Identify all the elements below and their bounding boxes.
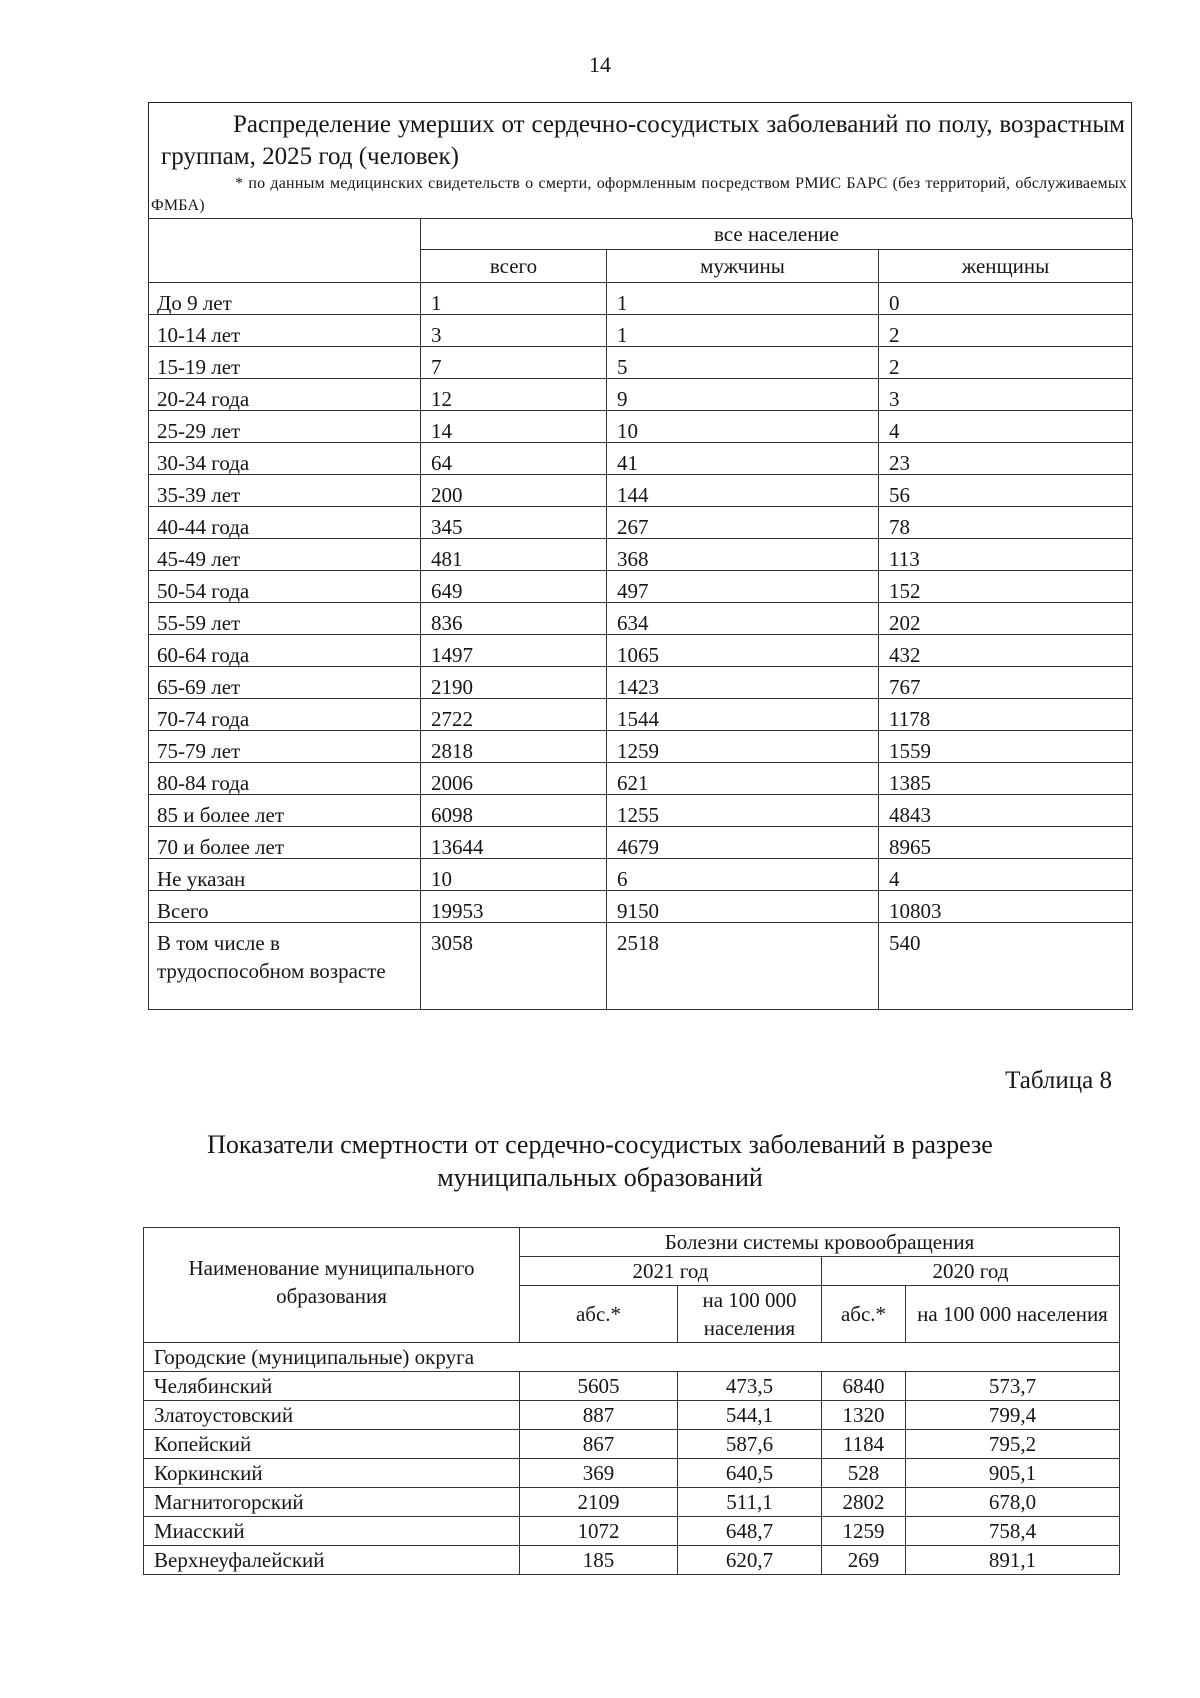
men-cell: 1 xyxy=(607,315,879,347)
table2-year-header: 2021 год xyxy=(520,1257,822,1286)
total-cell: 2006 xyxy=(421,763,607,795)
age-group-cell: 70-74 года xyxy=(149,699,421,731)
abs-2020-cell: 528 xyxy=(822,1459,906,1488)
men-cell: 1065 xyxy=(607,635,879,667)
table2-title xyxy=(0,1128,1200,1194)
total-cell: 836 xyxy=(421,603,607,635)
municipality-name-cell: Миасский xyxy=(144,1517,520,1546)
total-cell: 13644 xyxy=(421,827,607,859)
municipality-name-cell: Челябинский xyxy=(144,1372,520,1401)
age-group-cell: 60-64 года xyxy=(149,635,421,667)
table1-grid xyxy=(148,218,1133,1010)
table1-row xyxy=(149,891,1133,923)
municipality-name-cell: Копейский xyxy=(144,1430,520,1459)
men-cell: 1259 xyxy=(607,731,879,763)
table1-row xyxy=(149,379,1133,411)
women-cell: 2 xyxy=(879,347,1133,379)
total-cell: 2722 xyxy=(421,699,607,731)
table1-row xyxy=(149,507,1133,539)
age-group-cell: Не указан xyxy=(149,859,421,891)
women-cell: 540 xyxy=(879,923,1133,1010)
men-cell: 6 xyxy=(607,859,879,891)
rate-2021-cell: 640,5 xyxy=(678,1459,822,1488)
table1-row xyxy=(149,443,1133,475)
table-number-label: Таблица 8 xyxy=(1005,1067,1112,1094)
table1-row xyxy=(149,347,1133,379)
men-cell: 9 xyxy=(607,379,879,411)
table1-row xyxy=(149,475,1133,507)
women-cell: 113 xyxy=(879,539,1133,571)
table2-section-label: Городские (муниципальные) округа xyxy=(144,1343,1120,1372)
men-cell: 5 xyxy=(607,347,879,379)
page-number: 14 xyxy=(589,52,611,77)
rate-2020-cell: 573,7 xyxy=(906,1372,1120,1401)
women-cell: 1178 xyxy=(879,699,1133,731)
table2-rate-header: на 100 000 населения xyxy=(906,1286,1120,1343)
women-cell: 78 xyxy=(879,507,1133,539)
abs-2021-cell: 185 xyxy=(520,1546,678,1575)
table1-note: * по данным медицинских свидетельств о смерти, оформленным посредством РМИС БАРС (без территорий, обслуживаемых ФМБА) xyxy=(151,175,1127,214)
total-cell: 3 xyxy=(421,315,607,347)
age-group-cell: 15-19 лет xyxy=(149,347,421,379)
women-cell: 56 xyxy=(879,475,1133,507)
table1-row xyxy=(149,603,1133,635)
total-cell: 14 xyxy=(421,411,607,443)
table1-row xyxy=(149,283,1133,315)
age-group-cell: 35-39 лет xyxy=(149,475,421,507)
table2-row xyxy=(144,1459,1120,1488)
total-cell: 19953 xyxy=(421,891,607,923)
age-group-cell: 55-59 лет xyxy=(149,603,421,635)
men-cell: 9150 xyxy=(607,891,879,923)
age-group-cell: 50-54 года xyxy=(149,571,421,603)
age-group-cell: 40-44 года xyxy=(149,507,421,539)
rate-2021-cell: 544,1 xyxy=(678,1401,822,1430)
rate-2021-cell: 648,7 xyxy=(678,1517,822,1546)
age-group-cell: 65-69 лет xyxy=(149,667,421,699)
table1-row xyxy=(149,699,1133,731)
abs-2021-cell: 369 xyxy=(520,1459,678,1488)
age-group-cell: В том числе в трудоспособном возрасте xyxy=(149,923,421,1010)
men-cell: 621 xyxy=(607,763,879,795)
women-cell: 4843 xyxy=(879,795,1133,827)
women-cell: 8965 xyxy=(879,827,1133,859)
women-cell: 4 xyxy=(879,859,1133,891)
age-group-cell: 70 и более лет xyxy=(149,827,421,859)
table1-row xyxy=(149,731,1133,763)
total-cell: 64 xyxy=(421,443,607,475)
men-cell: 1 xyxy=(607,283,879,315)
men-cell: 2518 xyxy=(607,923,879,1010)
women-cell: 10803 xyxy=(879,891,1133,923)
women-cell: 0 xyxy=(879,283,1133,315)
rate-2020-cell: 795,2 xyxy=(906,1430,1120,1459)
table1-caption xyxy=(148,102,1132,219)
table2-rate-header: на 100 000 населения xyxy=(678,1286,822,1343)
rate-2020-cell: 758,4 xyxy=(906,1517,1120,1546)
table2-name-header: Наименование муниципального образования xyxy=(144,1228,520,1343)
age-group-cell: 25-29 лет xyxy=(149,411,421,443)
abs-2021-cell: 867 xyxy=(520,1430,678,1459)
women-cell: 2 xyxy=(879,315,1133,347)
women-cell: 152 xyxy=(879,571,1133,603)
total-cell: 2190 xyxy=(421,667,607,699)
table1-row xyxy=(149,795,1133,827)
men-cell: 4679 xyxy=(607,827,879,859)
rate-2021-cell: 587,6 xyxy=(678,1430,822,1459)
men-cell: 1423 xyxy=(607,667,879,699)
table1-row xyxy=(149,923,1133,1010)
table1-row xyxy=(149,827,1133,859)
table2-section-row xyxy=(144,1343,1120,1372)
total-cell: 1 xyxy=(421,283,607,315)
rate-2021-cell: 620,7 xyxy=(678,1546,822,1575)
abs-2020-cell: 2802 xyxy=(822,1488,906,1517)
abs-2020-cell: 1184 xyxy=(822,1430,906,1459)
table2-title-line: Показатели смертности от сердечно-сосудистых заболеваний в разрезе xyxy=(207,1130,993,1159)
women-cell: 3 xyxy=(879,379,1133,411)
age-group-cell: 75-79 лет xyxy=(149,731,421,763)
table2-abs-header: абс.* xyxy=(822,1286,906,1343)
municipality-name-cell: Магнитогорский xyxy=(144,1488,520,1517)
total-cell: 1497 xyxy=(421,635,607,667)
rate-2020-cell: 891,1 xyxy=(906,1546,1120,1575)
abs-2020-cell: 1320 xyxy=(822,1401,906,1430)
total-cell: 481 xyxy=(421,539,607,571)
rate-2020-cell: 799,4 xyxy=(906,1401,1120,1430)
women-cell: 1385 xyxy=(879,763,1133,795)
men-cell: 267 xyxy=(607,507,879,539)
table2-row xyxy=(144,1372,1120,1401)
mortality-by-sex-age-table xyxy=(148,102,1132,1018)
women-cell: 432 xyxy=(879,635,1133,667)
abs-2021-cell: 5605 xyxy=(520,1372,678,1401)
men-cell: 41 xyxy=(607,443,879,475)
table2-row xyxy=(144,1517,1120,1546)
table2-title-line: муниципальных образований xyxy=(437,1163,763,1192)
total-cell: 649 xyxy=(421,571,607,603)
table1-col-header: мужчины xyxy=(607,250,879,283)
total-cell: 7 xyxy=(421,347,607,379)
table2-abs-header: абс.* xyxy=(520,1286,678,1343)
age-group-cell: 20-24 года xyxy=(149,379,421,411)
age-group-cell: 85 и более лет xyxy=(149,795,421,827)
table2-row xyxy=(144,1401,1120,1430)
age-group-cell: 45-49 лет xyxy=(149,539,421,571)
age-group-cell: 10-14 лет xyxy=(149,315,421,347)
age-group-cell: 30-34 года xyxy=(149,443,421,475)
table2-row xyxy=(144,1488,1120,1517)
women-cell: 767 xyxy=(879,667,1133,699)
total-cell: 200 xyxy=(421,475,607,507)
municipality-name-cell: Коркинский xyxy=(144,1459,520,1488)
table1-col-header: всего xyxy=(421,250,607,283)
men-cell: 368 xyxy=(607,539,879,571)
table1-row xyxy=(149,635,1133,667)
men-cell: 144 xyxy=(607,475,879,507)
men-cell: 497 xyxy=(607,571,879,603)
women-cell: 202 xyxy=(879,603,1133,635)
rate-2021-cell: 511,1 xyxy=(678,1488,822,1517)
municipality-name-cell: Златоустовский xyxy=(144,1401,520,1430)
table1-group-header: все население xyxy=(421,219,1133,250)
table2-header-row-1 xyxy=(144,1228,1120,1257)
table1-row xyxy=(149,571,1133,603)
rate-2021-cell: 473,5 xyxy=(678,1372,822,1401)
women-cell: 1559 xyxy=(879,731,1133,763)
table2-row xyxy=(144,1430,1120,1459)
abs-2021-cell: 887 xyxy=(520,1401,678,1430)
table1-row xyxy=(149,539,1133,571)
total-cell: 10 xyxy=(421,859,607,891)
abs-2021-cell: 2109 xyxy=(520,1488,678,1517)
table1-header-row-1 xyxy=(149,219,1133,250)
women-cell: 23 xyxy=(879,443,1133,475)
table2-group-header: Болезни системы кровообращения xyxy=(520,1228,1120,1257)
abs-2020-cell: 1259 xyxy=(822,1517,906,1546)
table1-row xyxy=(149,763,1133,795)
table2-year-header: 2020 год xyxy=(822,1257,1120,1286)
table1-row xyxy=(149,315,1133,347)
municipal-mortality-table xyxy=(143,1227,1120,1575)
total-cell: 3058 xyxy=(421,923,607,1010)
total-cell: 12 xyxy=(421,379,607,411)
table2-row xyxy=(144,1546,1120,1575)
men-cell: 1255 xyxy=(607,795,879,827)
table1-col-header: женщины xyxy=(879,250,1133,283)
men-cell: 10 xyxy=(607,411,879,443)
municipality-name-cell: Верхнеуфалейский xyxy=(144,1546,520,1575)
abs-2020-cell: 269 xyxy=(822,1546,906,1575)
table1-row xyxy=(149,859,1133,891)
men-cell: 1544 xyxy=(607,699,879,731)
total-cell: 6098 xyxy=(421,795,607,827)
table1-corner-cell xyxy=(149,219,421,283)
table1-title: Распределение умерших от сердечно-сосудистых заболеваний по полу, возрастным группам, 2025 год (человек) xyxy=(161,111,1125,170)
table1-row xyxy=(149,667,1133,699)
total-cell: 345 xyxy=(421,507,607,539)
rate-2020-cell: 905,1 xyxy=(906,1459,1120,1488)
men-cell: 634 xyxy=(607,603,879,635)
age-group-cell: Всего xyxy=(149,891,421,923)
table1-row xyxy=(149,411,1133,443)
abs-2021-cell: 1072 xyxy=(520,1517,678,1546)
age-group-cell: До 9 лет xyxy=(149,283,421,315)
total-cell: 2818 xyxy=(421,731,607,763)
women-cell: 4 xyxy=(879,411,1133,443)
rate-2020-cell: 678,0 xyxy=(906,1488,1120,1517)
abs-2020-cell: 6840 xyxy=(822,1372,906,1401)
age-group-cell: 80-84 года xyxy=(149,763,421,795)
